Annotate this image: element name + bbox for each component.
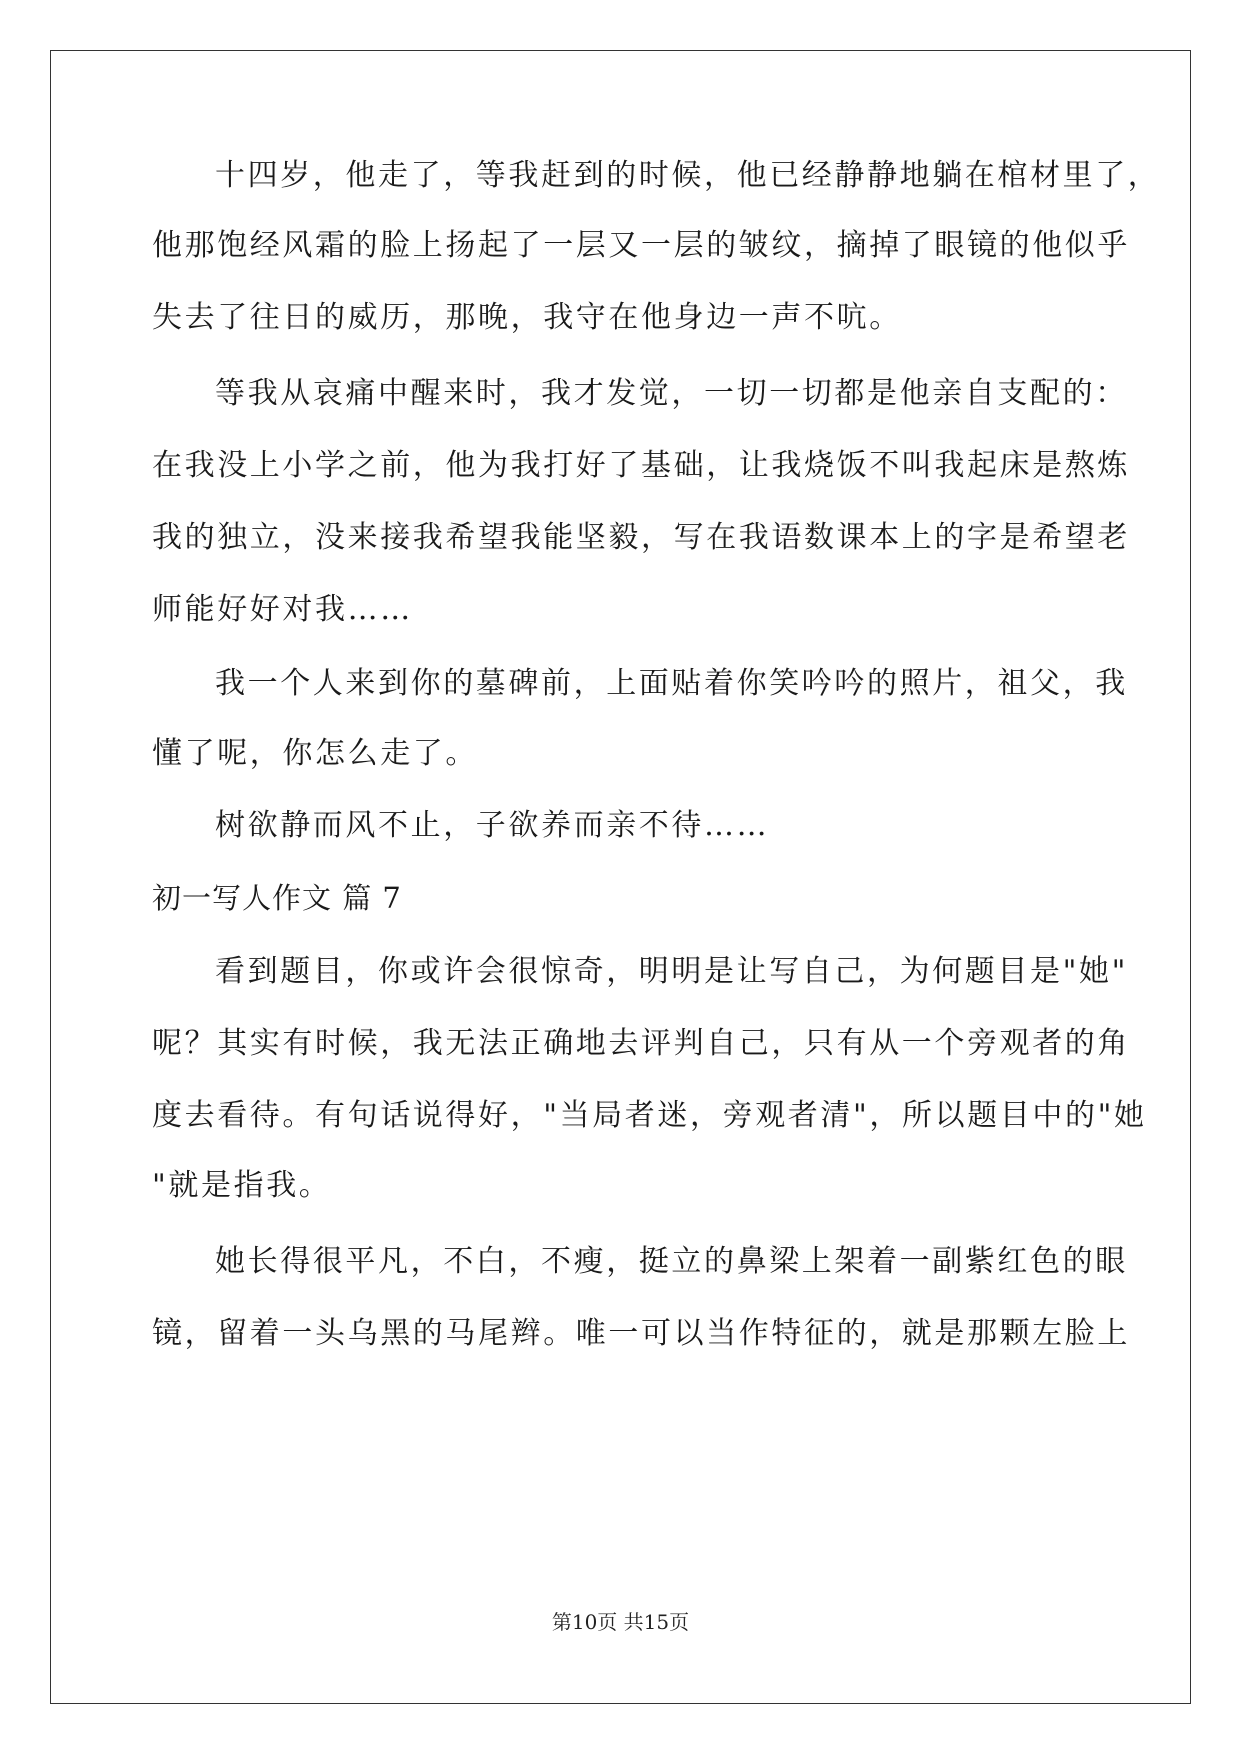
text-line: 度去看待。有句话说得好，"当局者迷，旁观者清"，所以题目中的"她 <box>152 1098 1147 1133</box>
text-line: 等我从哀痛中醒来时，我才发觉，一切一切都是他亲自支配的： <box>215 376 1128 411</box>
text-line: "就是指我。 <box>152 1168 332 1203</box>
text-line: 他那饱经风霜的脸上扬起了一层又一层的皱纹，摘掉了眼镜的他似乎 <box>152 228 1130 263</box>
text-line: 我的独立，没来接我希望我能坚毅，写在我语数课本上的字是希望老 <box>152 520 1130 555</box>
text-line: 镜，留着一头乌黑的马尾辫。唯一可以当作特征的，就是那颗左脸上 <box>152 1316 1130 1351</box>
text-line: 失去了往日的威历，那晚，我守在他身边一声不吭。 <box>152 300 902 335</box>
text-line: 看到题目，你或许会很惊奇，明明是让写自己，为何题目是"她" <box>215 954 1128 989</box>
text-line: 十四岁，他走了，等我赶到的时候，他已经静静地躺在棺材里了， <box>215 158 1161 193</box>
text-line: 我一个人来到你的墓碑前，上面贴着你笑吟吟的照片，祖父，我 <box>215 666 1128 701</box>
page-number-footer: 第10页 共15页 <box>551 1610 690 1634</box>
text-line: 树欲静而风不止，子欲养而亲不待…… <box>215 808 770 843</box>
text-line: 懂了呢，你怎么走了。 <box>152 736 478 771</box>
text-line: 师能好好对我…… <box>152 592 413 627</box>
text-line: 在我没上小学之前，他为我打好了基础，让我烧饭不叫我起床是熬炼 <box>152 448 1130 483</box>
text-line: 她长得很平凡，不白，不瘦，挺立的鼻梁上架着一副紫红色的眼 <box>215 1244 1128 1279</box>
section-heading: 初一写人作文 篇 7 <box>152 881 402 915</box>
text-line: 呢？其实有时候，我无法正确地去评判自己，只有从一个旁观者的角 <box>152 1026 1130 1061</box>
